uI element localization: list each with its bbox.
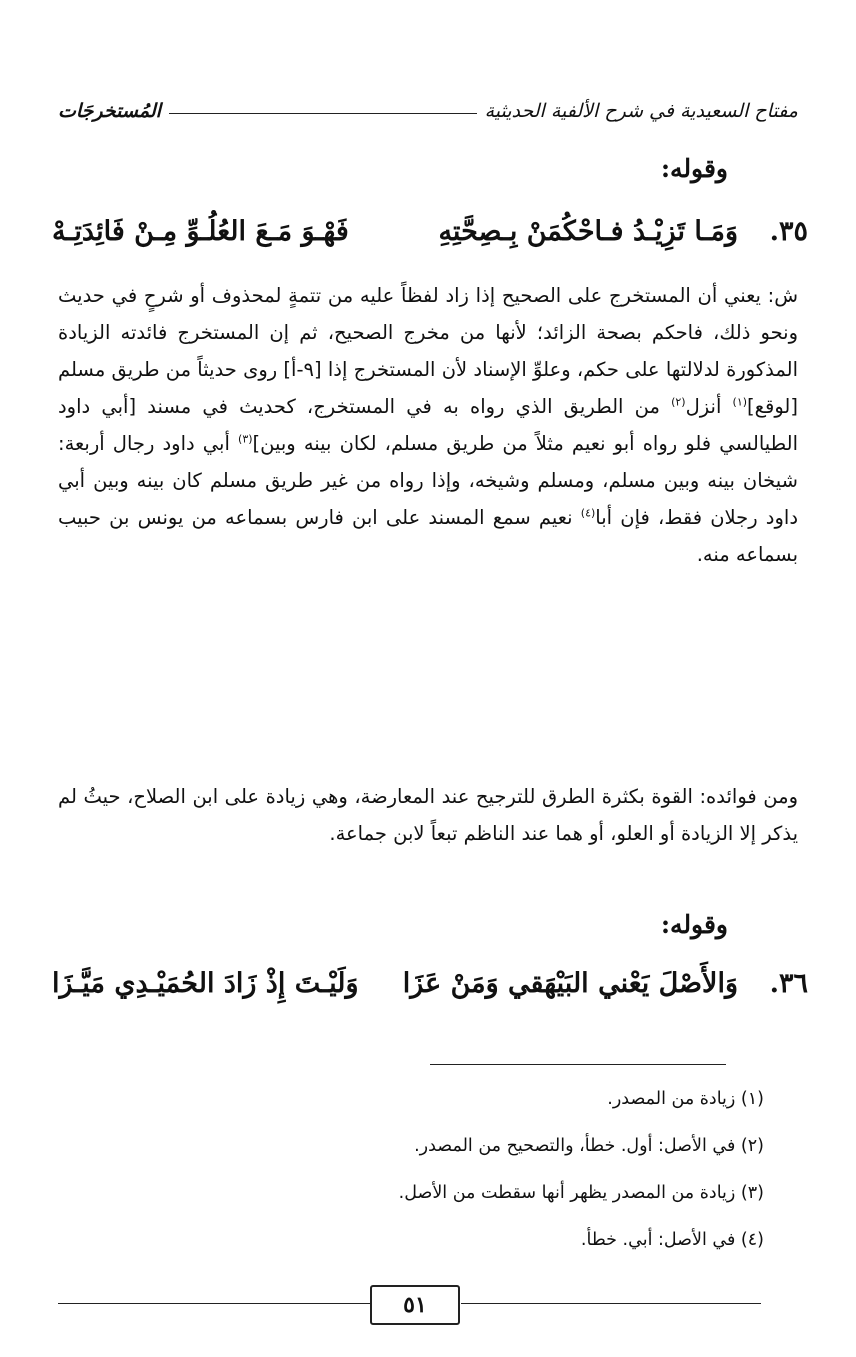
footnote-ref: (١) [732,395,748,409]
verse-number: ٣٥. [769,216,808,247]
header-rule [169,113,477,114]
verse-first-half: وَمَـا تَزِيْـدُ فـاحْكُمَنْ بِـصِحَّتِهِ [438,216,738,247]
section-label: وقوله: [660,910,728,939]
page-number: ٥١ [370,1285,460,1325]
benefits-paragraph: ومن فوائده: القوة بكثرة الطرق للترجيح عند المعارضة، وهي زيادة على ابن الصلاح، حيثُ لم يذكر إلا الزيادة أو العلو، أو هما عند الناظم تبعاً لابن جماعة. [58,785,798,845]
section-label: وقوله: [660,154,728,183]
paragraph-text: ش: يعني أن المستخرج على الصحيح إذا زاد لفظاً عليه من تتمةٍ لمحذوف أو شرحٍ في حديث ونحو ذلك، فاحكم بصحة الزائد؛ لأنها من مخرج الصحيح، ثم إن المستخرج فائدته الزيادة المذكورة لدلالتها على حكم، وعلوِّ الإسناد لأن المستخرج إذا [٩-أ] روى حديثاً من طريق مسلم [لوقع] [58,284,798,418]
verse-second-half: وَلَيْـتَ إِذْ زَادَ الحُمَيْـدِي مَيَّـزَا [52,968,359,999]
footnote-ref: (٢) [671,395,686,409]
book-title: مفتاح السعيدية في شرح الألفية الحديثية [484,100,798,122]
footnote-3: (٣) زيادة من المصدر يظهر أنها سقطت من الأصل. [398,1183,764,1203]
footnotes [90,1082,764,1270]
chapter-title: المُستخرجَات [58,100,161,122]
verse-number: ٣٦. [769,968,808,999]
paragraph-text: من الطريق الذي رواه به في المستخرج، كحديث في مسند [أبي داود الطيالسي فلو رواه أبو نعيم مثلاً من طريق مسلم، لكان بينه وبين] [58,395,799,455]
running-header [58,88,798,122]
paragraph-text: أبي داود رجال أربعة: شيخان بينه وبين مسلم، ومسلم وشيخه، وإذا رواه من غير طريق مسلم كان بينه وبين أبي داود رجلان فقط، فإن أبا [58,432,799,529]
footnote-ref: (٣) [238,432,253,446]
footer-rule-right [461,1303,761,1304]
verse-36 [52,959,808,1009]
footer-rule-left [58,1303,370,1304]
footnote-1: (١) زيادة من المصدر. [607,1089,764,1109]
paragraph-text: أنزل [685,395,733,418]
verse-first-half: وَالأَصْلَ يَعْني البَيْهَقي وَمَنْ عَزَا [402,968,738,999]
footnote-4: (٤) في الأصل: أبي. خطأ. [580,1230,764,1250]
verse-second-half: فَهْـوَ مَـعَ العُلُـوِّ مِـنْ فَائِدَتِـهْ [52,216,349,247]
verse-35 [52,207,808,257]
commentary-paragraph [58,277,798,573]
footnote-2: (٢) في الأصل: أول. خطأ، والتصحيح من المصدر. [414,1136,764,1156]
footnote-ref: (٤) [580,506,596,520]
footnote-separator [430,1064,726,1065]
paragraph-text: نعيم سمع المسند على ابن فارس بسماعه من يونس بن حبيب بسماعه منه. [58,506,798,566]
